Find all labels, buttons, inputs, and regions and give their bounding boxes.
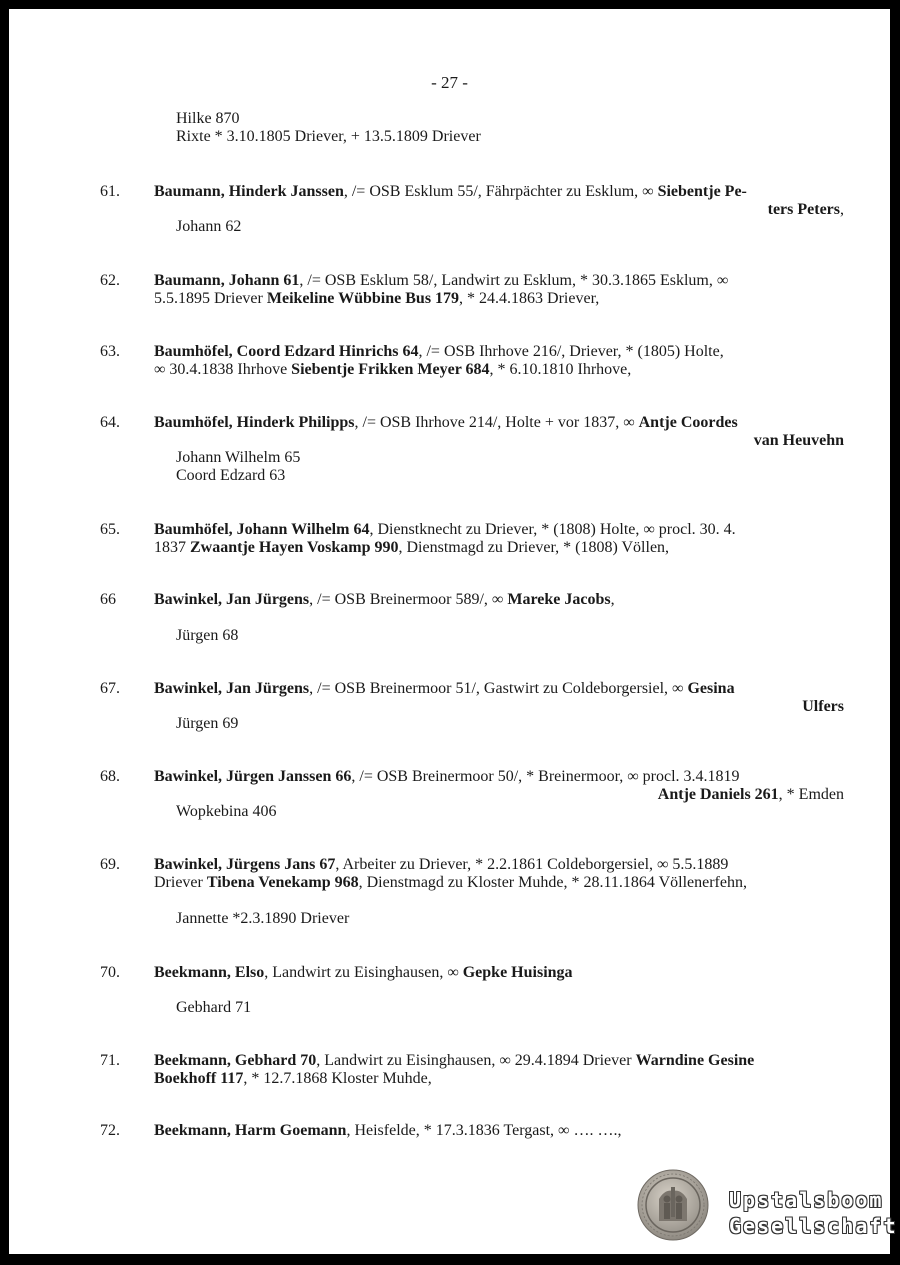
intro-line: Hilke 870 bbox=[176, 110, 240, 127]
child-entry: Jannette *2.3.1890 Driever bbox=[176, 910, 350, 927]
entry-text: , Heisfelde, * 17.3.1836 Tergast, ∞ …. …., bbox=[346, 1122, 622, 1139]
entry-number: 67. bbox=[100, 680, 120, 697]
child-entry: Coord Edzard 63 bbox=[176, 467, 286, 484]
entry-name: Bawinkel, Jürgens Jans 67 bbox=[154, 856, 336, 873]
child-entry: Johann 62 bbox=[176, 218, 242, 235]
spouse-name: Gepke Huisinga bbox=[462, 964, 573, 981]
entry-text: , /= OSB Breinermoor 50/, * Breinermoor, ∞ procl. 3.4.1819 bbox=[351, 768, 740, 785]
entry-text: , * 24.4.1863 Driever, bbox=[459, 290, 600, 307]
entry-number: 64. bbox=[100, 414, 120, 431]
entry-number: 69. bbox=[100, 856, 120, 873]
entry-61 bbox=[154, 183, 844, 219]
seal-icon bbox=[637, 1169, 709, 1241]
entry-67 bbox=[154, 680, 844, 716]
entry-number: 65. bbox=[100, 521, 120, 538]
entry-text: , /= OSB Breinermoor 51/, Gastwirt zu Coldeborgersiel, ∞ bbox=[309, 680, 688, 697]
spouse-name: van Heuvehn bbox=[753, 432, 844, 449]
spouse-name: Antje Daniels 261 bbox=[657, 786, 779, 803]
entry-name: Bawinkel, Jan Jürgens bbox=[154, 680, 310, 697]
entry-text: , Dienstmagd zu Kloster Muhde, * 28.11.1864 Völlenerfehn, bbox=[358, 874, 747, 891]
entry-text: , * 12.7.1868 Kloster Muhde, bbox=[243, 1070, 432, 1087]
entry-name: Baumhöfel, Coord Edzard Hinrichs 64 bbox=[154, 343, 419, 360]
spouse-name: Tibena Venekamp 968 bbox=[206, 874, 359, 891]
entry-name: Bawinkel, Jürgen Janssen 66 bbox=[154, 768, 352, 785]
entry-text: , /= OSB Esklum 55/, Fährpächter zu Esklum, ∞ bbox=[343, 183, 658, 200]
spouse-name: ters Peters bbox=[767, 201, 840, 218]
entry-69 bbox=[154, 856, 844, 892]
entry-number: 63. bbox=[100, 343, 120, 360]
child-entry: Jürgen 69 bbox=[176, 715, 239, 732]
entry-text: , /= OSB Ihrhove 216/, Driever, * (1805) Holte, bbox=[418, 343, 724, 360]
spouse-name: Ulfers bbox=[802, 698, 844, 715]
entry-text: , bbox=[840, 201, 844, 218]
entry-text: , * 6.10.1810 Ihrhove, bbox=[489, 361, 632, 378]
entry-text: Driever bbox=[154, 874, 207, 891]
document-page bbox=[9, 9, 898, 1254]
entry-62 bbox=[154, 272, 844, 308]
entry-text: ∞ 30.4.1838 Ihrhove bbox=[154, 361, 292, 378]
entry-name: Beekmann, Elso bbox=[154, 964, 265, 981]
entry-name: Baumhöfel, Hinderk Philipps bbox=[154, 414, 355, 431]
child-entry: Jürgen 68 bbox=[176, 627, 239, 644]
spouse-name: Gesina bbox=[687, 680, 735, 697]
brand-line: Upstalsboom bbox=[729, 1188, 884, 1212]
child-entry: Gebhard 71 bbox=[176, 999, 252, 1016]
entry-text: , bbox=[610, 591, 615, 608]
entry-text: , Landwirt zu Eisinghausen, ∞ 29.4.1894 Driever bbox=[316, 1052, 636, 1069]
entry-name: Baumhöfel, Johann Wilhelm 64 bbox=[154, 521, 370, 538]
entry-text: , Landwirt zu Eisinghausen, ∞ bbox=[264, 964, 463, 981]
entry-name: Beekmann, Harm Goemann bbox=[154, 1122, 347, 1139]
entry-name: Beekmann, Gebhard 70 bbox=[154, 1052, 317, 1069]
spouse-name: Antje Coordes bbox=[638, 414, 738, 431]
intro-children bbox=[176, 110, 481, 146]
entry-text: , Dienstmagd zu Driever, * (1808) Völlen, bbox=[398, 539, 670, 556]
entry-text: , /= OSB Breinermoor 589/, ∞ bbox=[309, 591, 508, 608]
entry-71 bbox=[154, 1052, 844, 1088]
entry-number: 70. bbox=[100, 964, 120, 981]
spouse-name: Siebentje Pe- bbox=[657, 183, 747, 200]
entry-name: Baumann, Hinderk Janssen bbox=[154, 183, 344, 200]
entry-text: 1837 bbox=[154, 539, 190, 556]
entry-number: 72. bbox=[100, 1122, 120, 1139]
entry-number: 61. bbox=[100, 183, 120, 200]
entry-name: Bawinkel, Jan Jürgens bbox=[154, 591, 310, 608]
entry-number: 62. bbox=[100, 272, 120, 289]
entry-72 bbox=[154, 1122, 844, 1140]
spouse-name: Meikeline Wübbine Bus 179 bbox=[266, 290, 460, 307]
page-number: - 27 - bbox=[431, 73, 468, 92]
entry-text: , /= OSB Esklum 58/, Landwirt zu Esklum, * 30.3.1865 Esklum, ∞ bbox=[299, 272, 729, 289]
entry-text: 5.5.1895 Driever bbox=[154, 290, 267, 307]
spouse-name: Zwaantje Hayen Voskamp 990 bbox=[190, 539, 399, 556]
entry-number: 71. bbox=[100, 1052, 120, 1069]
intro-line: Rixte * 3.10.1805 Driever, + 13.5.1809 Driever bbox=[176, 128, 481, 145]
spouse-name: Warndine Gesine bbox=[635, 1052, 755, 1069]
entry-text: , Dienstknecht zu Driever, * (1808) Holte, ∞ procl. 30. 4. bbox=[369, 521, 736, 538]
child-entry: Wopkebina 406 bbox=[176, 803, 277, 820]
spouse-name: Mareke Jacobs bbox=[507, 591, 611, 608]
entry-number: 68. bbox=[100, 768, 120, 785]
entry-68 bbox=[154, 768, 844, 804]
entry-66 bbox=[154, 591, 844, 609]
entry-text: , Arbeiter zu Driever, * 2.2.1861 Coldeborgersiel, ∞ 5.5.1889 bbox=[335, 856, 729, 873]
entry-name: Baumann, Johann 61 bbox=[154, 272, 300, 289]
entry-63 bbox=[154, 343, 844, 379]
entry-number: 66 bbox=[100, 591, 116, 608]
children-list bbox=[176, 449, 300, 485]
spouse-name: Siebentje Frikken Meyer 684 bbox=[291, 361, 490, 378]
brand-line: Gesellschaft bbox=[729, 1214, 898, 1238]
society-logo-text bbox=[729, 1187, 898, 1239]
entry-65 bbox=[154, 521, 844, 557]
entry-70 bbox=[154, 964, 844, 982]
entry-64 bbox=[154, 414, 844, 450]
entry-text: , /= OSB Ihrhove 214/, Holte + vor 1837, ∞ bbox=[354, 414, 639, 431]
spouse-name: Boekhoff 117 bbox=[154, 1070, 244, 1087]
child-entry: Johann Wilhelm 65 bbox=[176, 449, 301, 466]
entry-text: , * Emden bbox=[778, 786, 844, 803]
